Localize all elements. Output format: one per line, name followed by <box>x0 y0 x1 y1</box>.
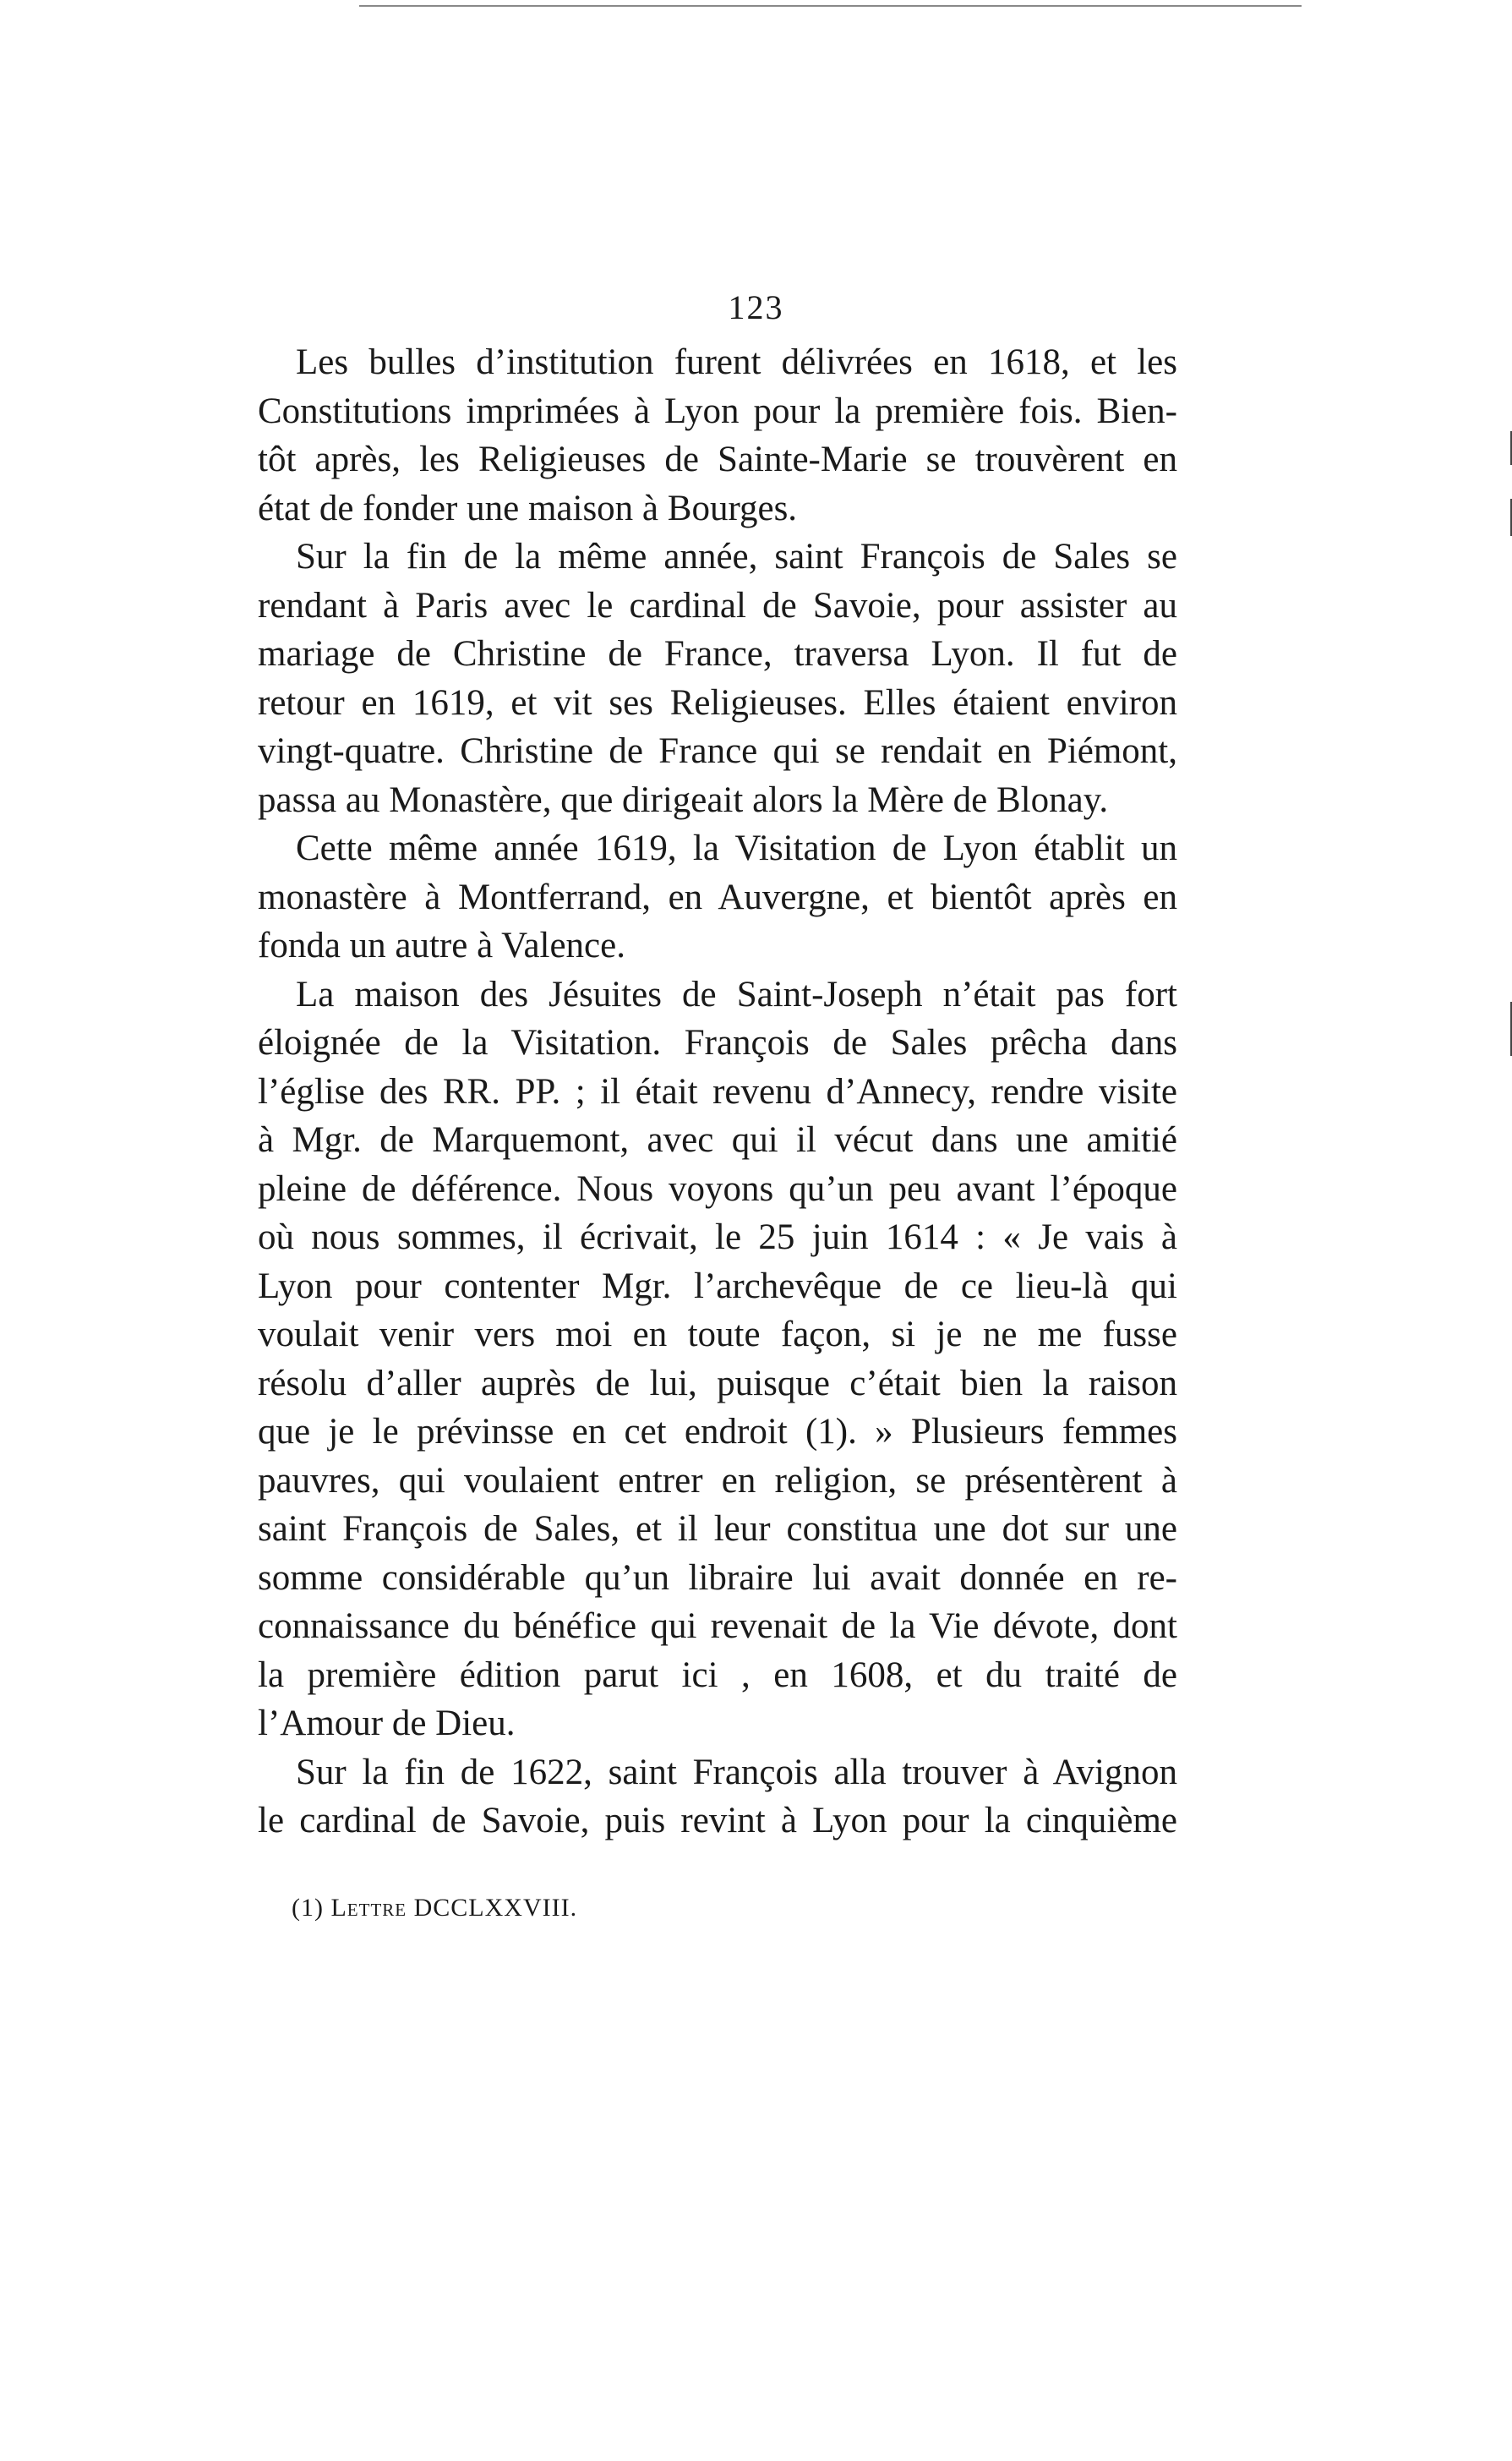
text-line: Les bulles d’institution furent délivrées en 1618, et les <box>296 342 1177 382</box>
text-line: résolu d’aller auprès de lui, puisque c’était bien la raison <box>258 1363 1177 1403</box>
text-line: l’église des RR. PP. ; il était revenu d’Annecy, rendre visite <box>258 1071 1177 1112</box>
text-line: saint François de Sales, et il leur constitua une dot sur une <box>258 1509 1177 1549</box>
text-line: vingt-quatre. Christine de France qui se rendait en Piémont, <box>258 731 1177 771</box>
text-line: le cardinal de Savoie, puis revint à Lyon pour la cinquième <box>258 1801 1177 1840</box>
text-line: mariage de Christine de France, traversa Lyon. Il fut de <box>258 634 1177 674</box>
text-line: passa au Monastère, que dirigeait alors la Mère de Blonay. <box>258 779 1109 820</box>
text-line: monastère à Montferrand, en Auvergne, et bientôt après en <box>258 877 1177 917</box>
text-line: somme considérable qu’un libraire lui avait donnée en re- <box>258 1557 1177 1598</box>
text-line: que je le prévinsse en cet endroit (1). » Plusieurs femmes <box>258 1412 1177 1452</box>
text-line: tôt après, les Religieuses de Sainte-Marie se trouvèrent en <box>258 440 1177 479</box>
text-line: fonda un autre à Valence. <box>258 926 625 965</box>
text-line: pleine de déférence. Nous voyons qu’un peu avant l’époque <box>258 1168 1177 1209</box>
text-line: éloignée de la Visitation. François de Sales prêcha dans <box>258 1023 1177 1063</box>
text-line: pauvres, qui voulaient entrer en religion, se présentèrent à <box>258 1460 1177 1501</box>
text-line: à Mgr. de Marquemont, avec qui il vécut dans une amitié <box>258 1120 1177 1160</box>
text-line: Sur la fin de 1622, saint François alla trouver à Avignon <box>296 1752 1177 1792</box>
text-line: rendant à Paris avec le cardinal de Savoie, pour assister au <box>258 585 1177 626</box>
text-line: Sur la fin de la même année, saint François de Sales se <box>296 537 1177 577</box>
text-line: connaissance du bénéfice qui revenait de la Vie dévote, dont <box>258 1606 1177 1646</box>
text-line: Cette même année 1619, la Visitation de Lyon établit un <box>296 829 1177 868</box>
body-text <box>258 338 1177 1846</box>
text-line: Lyon pour contenter Mgr. l’archevêque de ce lieu-là qui <box>258 1266 1177 1306</box>
text-line: l’Amour de Dieu. <box>258 1704 516 1743</box>
text-line: voulait venir vers moi en toute façon, si je ne me fusse <box>258 1315 1177 1354</box>
page-number: 123 <box>728 288 784 326</box>
text-line: La maison des Jésuites de Saint-Joseph n’était pas fort <box>296 974 1177 1014</box>
text-line: retour en 1619, et vit ses Religieuses. Elles étaient environ <box>258 682 1177 723</box>
text-line: Constitutions imprimées à Lyon pour la première fois. Bien- <box>258 391 1177 431</box>
page-top-edge <box>359 5 1302 7</box>
text-line: la première édition parut ici , en 1608, et du traité de <box>258 1654 1177 1695</box>
text-line: où nous sommes, il écrivait, le 25 juin 1614 : « Je vais à <box>258 1217 1177 1257</box>
text-line: état de fonder une maison à Bourges. <box>258 488 798 528</box>
footnote: (1) Lettre DCCLXXVIII. <box>292 1894 578 1922</box>
